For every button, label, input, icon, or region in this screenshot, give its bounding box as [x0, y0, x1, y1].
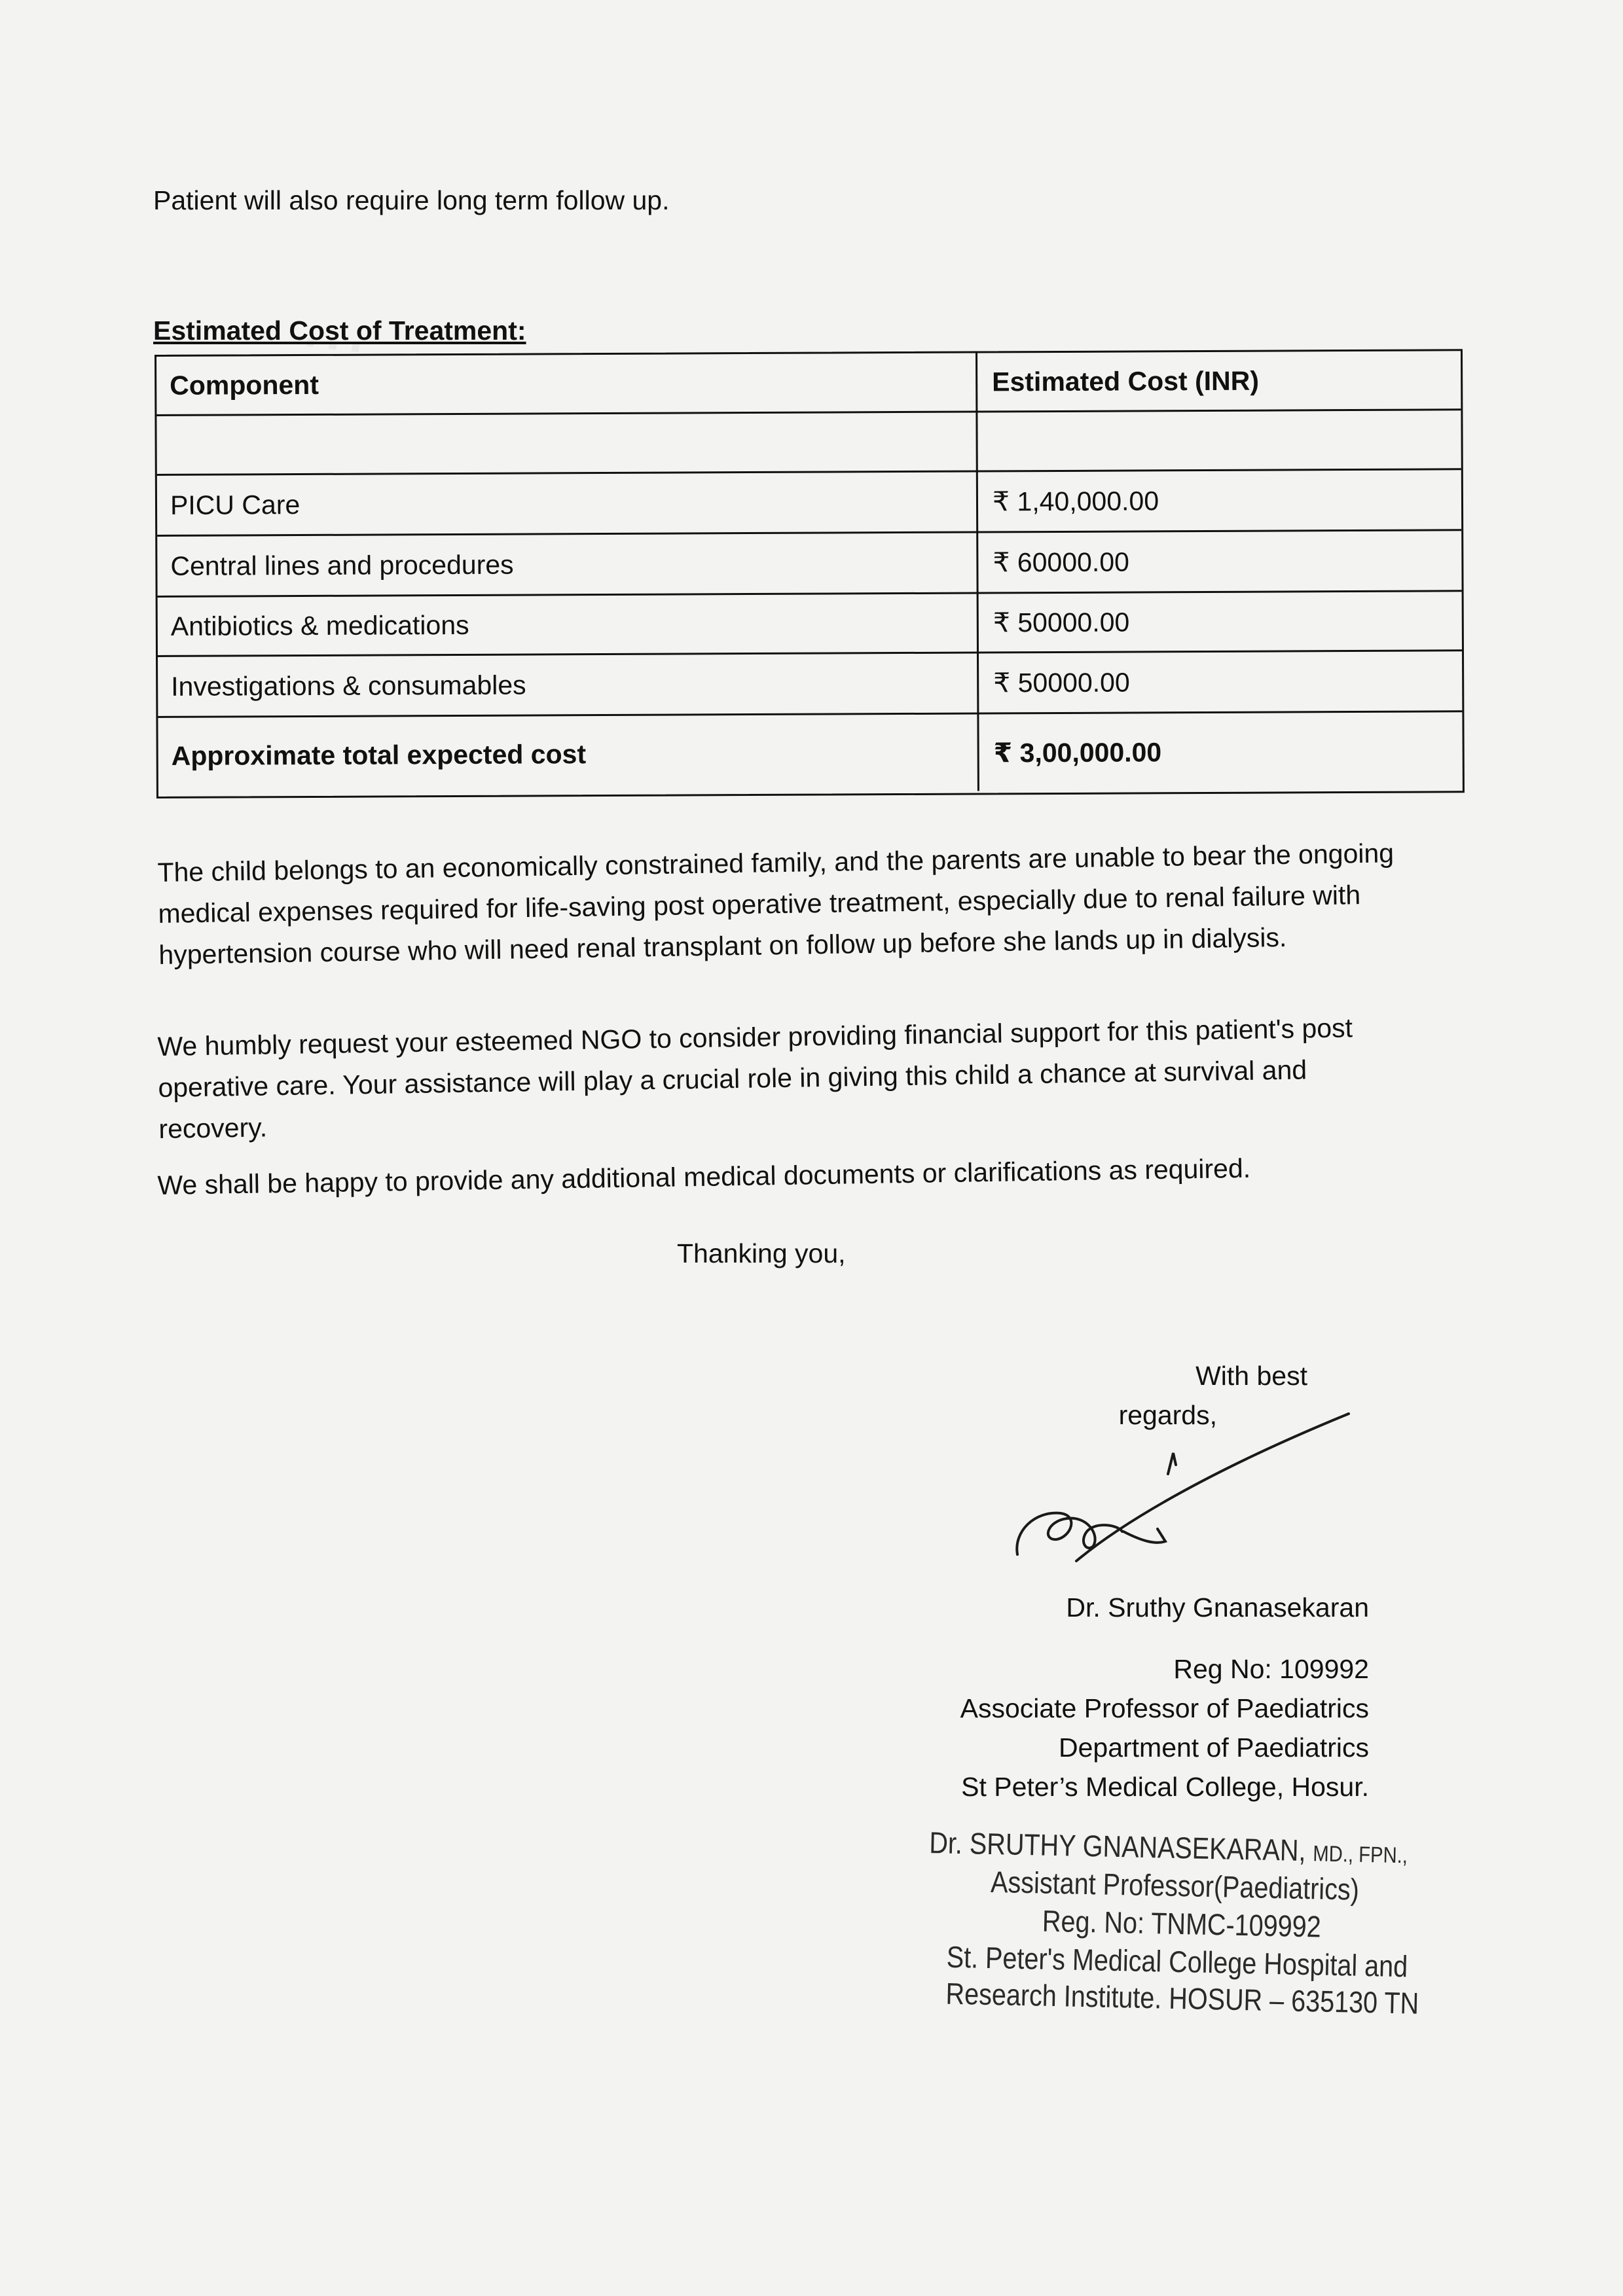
thanking-text: Thanking you, — [677, 1238, 846, 1268]
signatory-name: Dr. Sruthy Gnanasekaran — [1066, 1592, 1369, 1623]
table-row — [156, 410, 1461, 476]
cost-section-title: Estimated Cost of Treatment: — [153, 315, 526, 346]
stamp-line-title: Assistant Professor(Paediatrics) — [990, 1864, 1360, 1907]
row-component: PICU Care — [157, 473, 978, 535]
row-component: Central lines and procedures — [157, 533, 978, 596]
table-header-row — [156, 351, 1461, 416]
signatory-role: Associate Professor of Paediatrics — [960, 1693, 1369, 1723]
followup-text: Patient will also require long term follow up. — [153, 185, 670, 215]
handwritten-signature — [1008, 1401, 1362, 1584]
table-row — [158, 651, 1462, 718]
table-total-row — [158, 712, 1462, 795]
row-cost: ₹ 1,40,000.00 — [992, 486, 1159, 517]
total-cost: ₹ 3,00,000.00 — [993, 736, 1162, 768]
row-cost: ₹ 60000.00 — [993, 547, 1129, 578]
stamp-line-hospital: St. Peter's Medical College Hospital and — [946, 1939, 1408, 1984]
cost-table — [155, 349, 1465, 798]
paragraph-financial-need: The child belongs to an economically constrained family, and the parents are unable to bear the ongoing medical expenses required for life-saving post operative treatment, especially due to renal failure with hypertension course who will need renal transplant on follow up before she lands up in dialysis. — [157, 838, 1395, 970]
row-component: Investigations & consumables — [158, 654, 979, 716]
stamp-line-name: Dr. SRUTHY GNANASEKARAN, MD., FPN., — [928, 1825, 1408, 1869]
row-cost: ₹ 50000.00 — [993, 667, 1130, 698]
total-label: Approximate total expected cost — [158, 715, 979, 795]
header-component: Component — [156, 353, 977, 414]
row-component: Antibiotics & medications — [158, 594, 979, 655]
stamp-line-reg: Reg. No: TNMC-109992 — [1042, 1903, 1322, 1944]
signatory-college: St Peter’s Medical College, Hosur. — [961, 1772, 1369, 1802]
signatory-reg: Reg No: 109992 — [1173, 1654, 1369, 1684]
header-estimated-cost: Estimated Cost (INR) — [992, 365, 1260, 397]
row-cost — [977, 410, 1461, 470]
paragraph-request: We humbly request your esteemed NGO to consider providing financial support for this patient's post operative care. Your assistance will play a crucial role in giving this child a chance at survival and recovery. — [157, 1013, 1353, 1144]
row-component — [156, 413, 977, 474]
table-row — [157, 531, 1461, 598]
row-cost: ₹ 50000.00 — [993, 607, 1130, 638]
closing-with-best: With best — [1195, 1361, 1307, 1391]
stamp-line-address: Research Institute. HOSUR – 635130 TN — [945, 1976, 1419, 2020]
table-row — [157, 470, 1461, 537]
paragraph-documents: We shall be happy to provide any additional medical documents or clarifications as required. — [157, 1153, 1251, 1200]
table-row — [158, 592, 1462, 657]
doctor-stamp — [928, 1825, 1453, 2020]
closing-regards: regards, — [1118, 1400, 1217, 1430]
signatory-department: Department of Paediatrics — [1058, 1732, 1369, 1763]
